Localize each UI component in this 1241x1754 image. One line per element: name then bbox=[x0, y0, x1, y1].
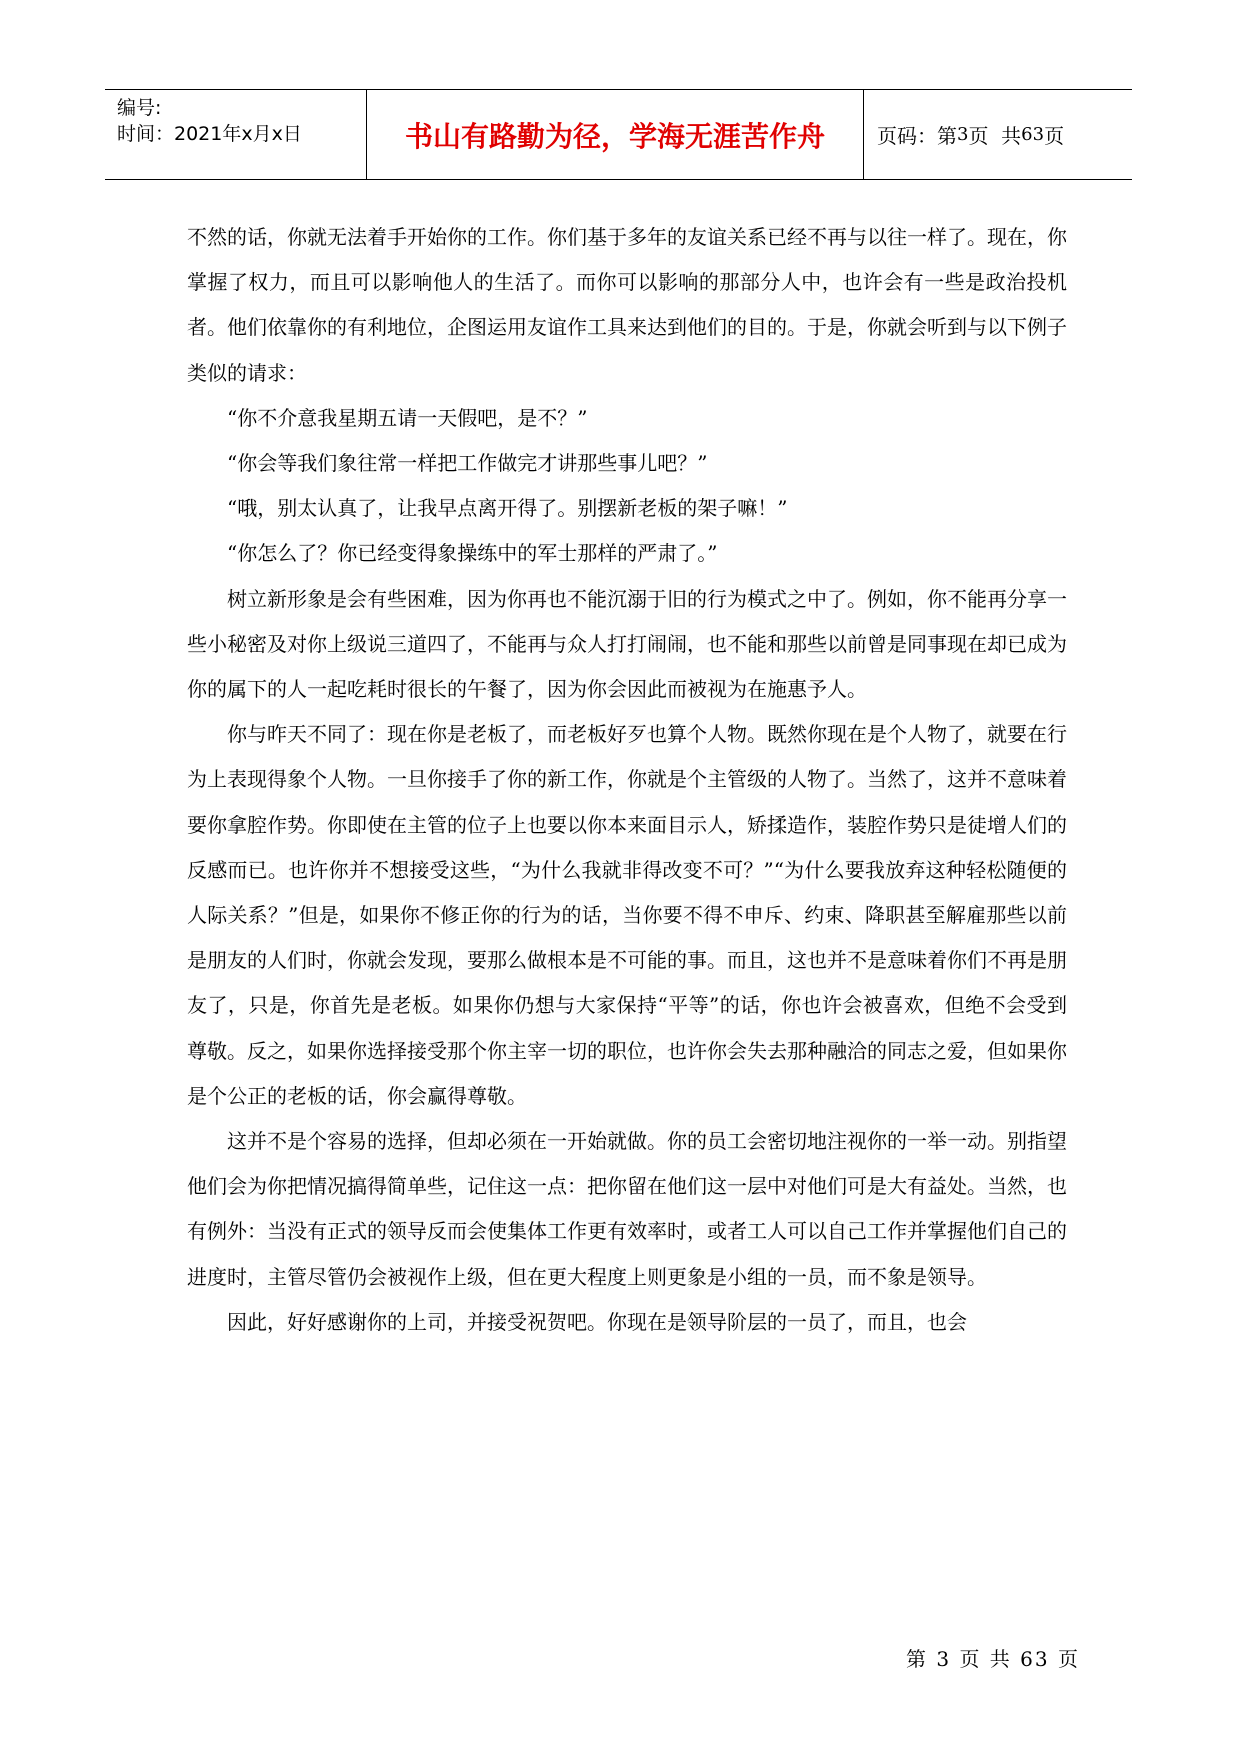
quote-line: “你会等我们象往常一样把工作做完才讲那些事儿吧？” bbox=[227, 451, 708, 476]
page-prefix: 页码：第 bbox=[877, 124, 957, 148]
page-suffix: 页 bbox=[1044, 124, 1065, 148]
quote-line: “你怎么了？你已经变得象操练中的军士那样的严肃了。” bbox=[227, 541, 718, 566]
document-time-label: 时间：2021年x月x日 bbox=[117, 123, 302, 145]
page-footer: 第 3 页 共 63 页 bbox=[906, 1647, 1080, 1671]
header-meta bbox=[117, 95, 302, 147]
quote-line: “哦，别太认真了，让我早点离开得了。别摆新老板的架子嘛！” bbox=[227, 496, 788, 521]
paragraph: 你与昨天不同了：现在你是老板了，而老板好歹也算个人物。既然你现在是个人物了，就要在行为上表现得象个人物。一旦你接手了你的新工作，你就是个主管级的人物了。当然了，这并不意味着要你拿腔作势。你即使在主管的位子上也要以你本来面目示人，矫揉造作，装腔作势只是徒增人们的反感而已。也许你并不想接受这些，“为什么我就非得改变不可？”“为什么要我放弃这种轻松随便的人际关系？”但是，如果你不修正你的行为的话，当你要不得不申斥、约束、降职甚至解雇那些以前是朋友的人们时，你就会发现，要那么做根本是不可能的事。而且，这也并不是意味着你们不再是朋友了，只是，你首先是老板。如果你仍想与大家保持“平等”的话，你也许会被喜欢，但绝不会受到尊敬。反之，如果你选择接受那个你主宰一切的职位，也许你会失去那种融洽的同志之爱，但如果你是个公正的老板的话，你会赢得尊敬。 bbox=[187, 722, 1067, 1108]
page-total: 63 bbox=[1021, 124, 1045, 145]
paragraph: 这并不是个容易的选择，但却必须在一开始就做。你的员工会密切地注视你的一举一动。别指望他们会为你把情况搞得简单些，记住这一点：把你留在他们这一层中对他们可是大有益处。当然，也有例外：当没有正式的领导反而会使集体工作更有效率时，或者工人可以自己工作并掌握他们自己的进度时，主管尽管仍会被视作上级，但在更大程度上则更象是小组的一员，而不象是领导。 bbox=[187, 1129, 1067, 1289]
page-header bbox=[105, 89, 1132, 180]
paragraph: 树立新形象是会有些困难，因为你再也不能沉溺于旧的行为模式之中了。例如，你不能再分享一些小秘密及对你上级说三道四了，不能再与众人打打闹闹，也不能和那些以前曾是同事现在却已成为你的属下的人一起吃耗时很长的午餐了，因为你会因此而被视为在施惠予人。 bbox=[187, 586, 1067, 702]
page-mid: 页 共 bbox=[968, 124, 1022, 148]
quote-line: “你不介意我星期五请一天假吧，是不？” bbox=[227, 405, 588, 430]
paragraph: 因此，好好感谢你的上司，并接受祝贺吧。你现在是领导阶层的一员了，而且，也会 bbox=[227, 1309, 967, 1334]
document-number-label: 编号: bbox=[117, 97, 162, 119]
header-page-indicator bbox=[877, 90, 1064, 179]
header-divider-right bbox=[863, 90, 864, 179]
paragraph: 不然的话，你就无法着手开始你的工作。你们基于多年的友谊关系已经不再与以往一样了。现在，你掌握了权力，而且可以影响他人的生活了。而你可以影响的那部分人中，也许会有一些是政治投机者。他们依靠你的有利地位，企图运用友谊作工具来达到他们的目的。于是，你就会听到与以下例子类似的请求： bbox=[187, 225, 1067, 385]
document-body bbox=[187, 215, 1067, 1345]
header-motto: 书山有路勤为径，学海无涯苦作舟 bbox=[404, 119, 825, 153]
page-current: 3 bbox=[957, 124, 969, 145]
